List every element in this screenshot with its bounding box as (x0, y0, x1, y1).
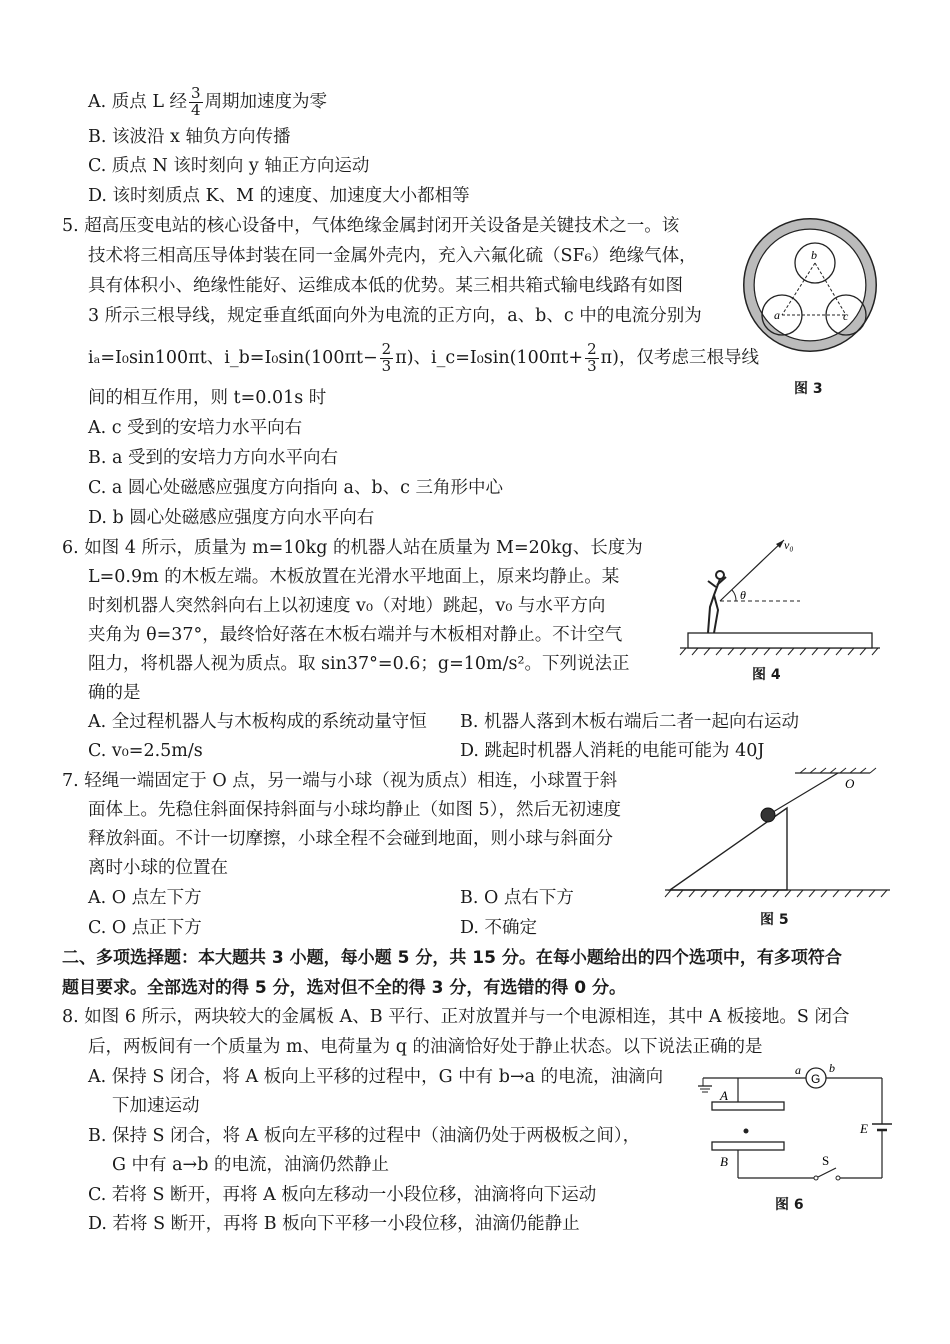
q4-option-a (88, 86, 327, 119)
section-2-heading-line-2: 题目要求。全部选对的得 5 分，选对但不全的得 3 分，有选错的得 0 分。 (62, 978, 626, 998)
q7-stem-line-3: 释放斜面。不计一切摩擦，小球全程不会碰到地面，则小球与斜面分 (88, 829, 613, 849)
q8-stem-line-1: 8. 如图 6 所示，两块较大的金属板 A、B 平行、正对放置并与一个电源相连，其中 A 板接地。S 闭合 (62, 1007, 850, 1027)
q8-option-b-line-1: B. 保持 S 闭合，将 A 板向左平移的过程中（油滴仍处于两极板之间）， (88, 1126, 641, 1146)
velocity-vector (720, 540, 784, 601)
q8-option-d: D. 若将 S 断开，再将 B 板向下平移一小段位移，油滴仍能静止 (88, 1214, 580, 1234)
q5-stem-line-3: 具有体积小、绝缘性能好、运维成本低的优势。某三相共箱式输电线路有如图 (88, 276, 683, 296)
q7-stem-line-1: 7. 轻绳一端固定于 O 点，另一端与小球（视为质点）相连，小球置于斜 (62, 771, 618, 791)
ball (761, 808, 775, 822)
rope (768, 773, 838, 815)
oil-droplet (744, 1129, 749, 1134)
q6-option-c: C. v₀=2.5m/s (88, 741, 203, 761)
q4-option-d: D. 该时刻质点 K、M 的速度、加速度大小都相等 (88, 186, 470, 206)
q5-option-c: C. a 圆心处磁感应强度方向指向 a、b、c 三角形中心 (88, 478, 503, 498)
q5-formula-c-fraction: $\frac{2}{3}$ (587, 340, 597, 375)
terminal-a-label: a (795, 1063, 801, 1077)
q4-option-c: C. 质点 N 该时刻向 y 轴正方向运动 (88, 156, 370, 176)
wooden-board (688, 633, 872, 648)
q4-option-b: B. 该波沿 x 轴负方向传播 (88, 127, 291, 147)
figure-5-ball-on-incline (665, 768, 895, 903)
q5-stem-line-2: 技术将三相高压导体封装在同一金属外壳内，充入六氟化硫（SF₆）绝缘气体， (88, 246, 697, 266)
q5-formula-c-post: π)，仅考虑三根导线 (600, 347, 759, 368)
point-o-label: O (845, 776, 855, 791)
section-2-heading-line-1: 二、多项选择题：本大题共 3 小题，每小题 5 分，共 15 分。在每小题给出的四个选项中，有多项符合 (62, 948, 842, 968)
switch-s-label: S (822, 1153, 830, 1168)
q5-formula-a: iₐ=I₀sin100πt、 (88, 347, 225, 368)
figure-6-caption: 图 6 (775, 1197, 804, 1213)
plate-b (712, 1142, 784, 1150)
q6-stem-line-1: 6. 如图 4 所示，质量为 m=10kg 的机器人站在质量为 M=20kg、长度为 (62, 538, 643, 558)
q6-option-d: D. 跳起时机器人消耗的电能可能为 40J (460, 741, 765, 761)
q5-option-d: D. b 圆心处磁感应强度方向水平向右 (88, 508, 375, 528)
plate-a (712, 1102, 784, 1110)
figure-5-caption: 图 5 (760, 912, 789, 928)
q7-option-d: D. 不确定 (460, 918, 538, 938)
figure-4-robot-on-board (680, 535, 880, 660)
q8-option-a-line-2: 下加速运动 (112, 1096, 200, 1116)
q5-stem-line-6: 间的相互作用，则 t=0.01s 时 (88, 388, 327, 408)
galvanometer-label: G (811, 1072, 821, 1086)
q6-stem-line-2: L=0.9m 的木板左端。木板放置在光滑水平地面上，原来均静止。某 (88, 567, 620, 587)
q8-option-b-line-2: G 中有 a→b 的电流，油滴仍然静止 (112, 1155, 389, 1175)
figure-3-three-phase-conductors (740, 215, 880, 355)
q7-option-b: B. O 点右下方 (460, 888, 574, 908)
switch-s (818, 1168, 836, 1177)
q5-option-b: B. a 受到的安培力方向水平向右 (88, 448, 338, 468)
plate-b-label: B (720, 1154, 728, 1169)
q8-option-c: C. 若将 S 断开，再将 A 板向左移动一小段位移，油滴将向下运动 (88, 1185, 597, 1205)
q4-option-a-post: 周期加速度为零 (204, 91, 328, 112)
figure-6-capacitor-circuit (698, 1062, 888, 1187)
q5-formula-b-post: π)、 (395, 347, 432, 368)
q7-option-a: A. O 点左下方 (88, 888, 202, 908)
velocity-label: v₀ (784, 538, 794, 552)
q5-option-a: A. c 受到的安培力水平向右 (88, 418, 303, 438)
q7-stem-line-2: 面体上。先稳住斜面保持斜面与小球均静止（如图 5），然后无初速度 (88, 800, 621, 820)
q6-stem-line-5: 阻力，将机器人视为质点。取 sin37°=0.6；g=10m/s²。下列说法正 (88, 654, 630, 674)
conductor-c-label: c (843, 309, 849, 323)
q5-current-formulas (88, 342, 759, 375)
q5-stem-line-1: 5. 超高压变电站的核心设备中，气体绝缘金属封闭开关设备是关键技术之一。该 (62, 216, 680, 236)
q8-stem-line-2: 后，两板间有一个质量为 m、电荷量为 q 的油滴恰好处于静止状态。以下说法正确的是 (88, 1037, 763, 1057)
terminal-b-label: b (829, 1061, 835, 1075)
q6-option-a: A. 全过程机器人与木板构成的系统动量守恒 (88, 712, 427, 732)
angle-label: θ (740, 588, 746, 602)
conductor-a-label: a (774, 308, 780, 322)
q5-formula-b-fraction: $\frac{2}{3}$ (381, 340, 392, 375)
q5-formula-c-pre: i_c=I₀sin(100πt+ (431, 347, 584, 368)
q6-stem-line-4: 夹角为 θ=37°，最终恰好落在木板右端并与木板相对静止。不计空气 (88, 625, 623, 645)
q6-stem-line-3: 时刻机器人突然斜向右上以初速度 v₀（对地）跳起，v₀ 与水平方向 (88, 596, 606, 616)
figure-3-caption: 图 3 (794, 381, 823, 397)
conductor-b-label: b (811, 248, 817, 262)
q6-option-b: B. 机器人落到木板右端后二者一起向右运动 (460, 712, 799, 732)
plate-a-label: A (720, 1088, 728, 1103)
battery-e-label: E (860, 1121, 868, 1136)
q4-option-a-fraction: $\frac{3}{4}$ (191, 84, 201, 119)
robot-figure (708, 571, 726, 633)
q8-option-a-line-1: A. 保持 S 闭合，将 A 板向上平移的过程中，G 中有 b→a 的电流，油滴向 (88, 1067, 664, 1087)
q7-stem-line-4: 离时小球的位置在 (88, 858, 228, 878)
q7-option-c: C. O 点正下方 (88, 918, 202, 938)
q5-formula-b-pre: i_b=I₀sin(100πt− (224, 347, 378, 368)
q6-stem-line-6: 确的是 (88, 683, 141, 703)
q5-stem-line-4: 3 所示三根导线，规定垂直纸面向外为电流的正方向，a、b、c 中的电流分别为 (88, 306, 702, 326)
figure-4-caption: 图 4 (752, 667, 781, 683)
q4-option-a-pre: A. 质点 L 经 (88, 91, 188, 112)
